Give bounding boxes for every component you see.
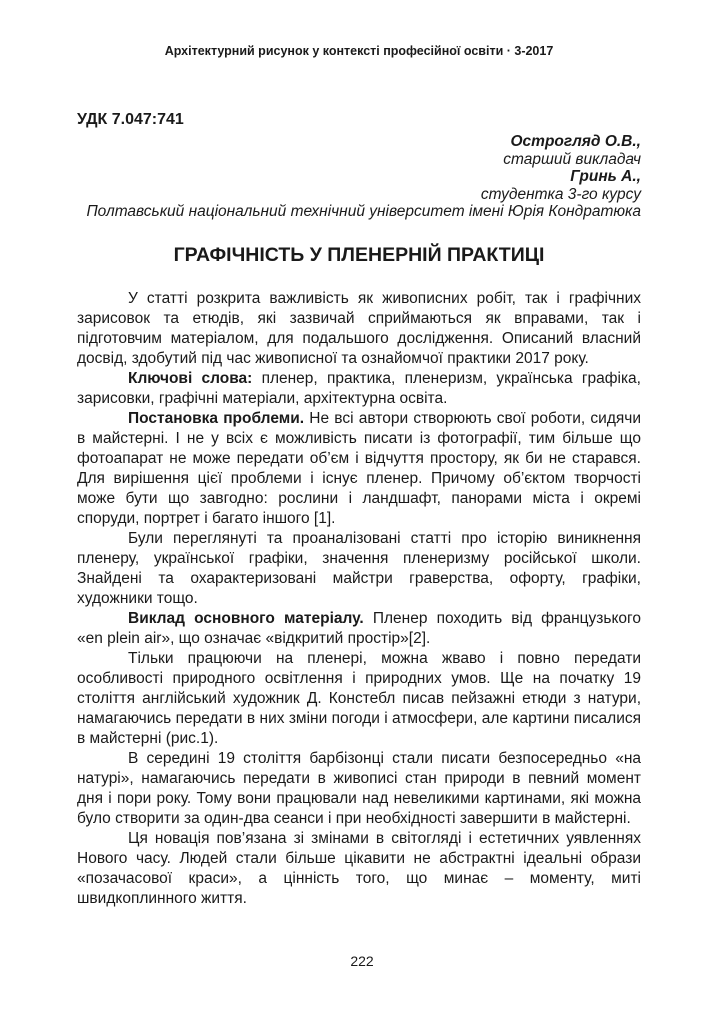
author-position: старший викладач (503, 150, 641, 168)
paragraph-lead: Ключові слова: (128, 369, 253, 387)
affiliation: Полтавський національний технічний університет імені Юрія Кондратюка (86, 203, 641, 220)
body-paragraph: Були переглянуті та проаналізовані статті про історію виникнення пленеру, української графіки, значення пленеризму російської школи. Знайдені та охарактеризовані майстри граверства, офорту, графіки, художники тощо. (77, 529, 641, 607)
paragraph-lead: Виклад основного матеріалу. (128, 609, 364, 627)
author-name: Острогляд О.В., (510, 133, 641, 150)
journal-header: Архітектурний рисунок у контексті професійної освіти · 3-2017 (164, 44, 554, 58)
paragraph-lead: Постановка проблеми. (128, 409, 305, 427)
udc-label: УДК 7.047:741 (77, 111, 184, 128)
article-body (77, 289, 641, 909)
body-paragraph: Тільки працюючи на пленері, можна жваво і повно передати особливості природного освітлення і природних умов. Ще на початку 19 століття англійський художник Д. Констебл писав пейзажні етюди з натури, намагаючись передати в них зміни погоди і атмосфери, але картини писалися в майстерні (рис.1). (77, 649, 641, 747)
body-paragraph: Ключові слова: пленер, практика, пленеризм, українська графіка, зарисовки, графічні матеріали, архітектурна освіта. (77, 369, 641, 407)
page-number: 222 (350, 953, 374, 969)
body-paragraph: Постановка проблеми. Не всі автори створюють свої роботи, сидячи в майстерні. І не у всіх є можливість писати із фотографії, тим більше що фотоапарат не може передати об’єм і відчуття простору, як би не старався. Для вирішення цієї проблеми і існує пленер. Причому об’єктом творчості може бути що завгодно: рослини і ландшафт, панорами міста і окремі споруди, портрет і багато іншого [1]. (77, 409, 641, 527)
body-paragraph: В середині 19 століття барбізонці стали писати безпосередньо «на натурі», намагаючись передати в живописі стан природи в певний момент дня і пори року. Тому вони працювали над невеликими картинами, які можна було створити за один-два сеанси і при необхідності завершити в майстерні. (77, 749, 641, 827)
body-paragraph: Виклад основного матеріалу. Пленер походить від французького «en plein air», що означає «відкритий простір»[2]. (77, 609, 641, 647)
author-name: Гринь А., (570, 168, 641, 185)
author-block (77, 133, 641, 221)
article-title: ГРАФІЧНІСТЬ У ПЛЕНЕРНІЙ ПРАКТИЦІ (173, 243, 545, 266)
body-paragraph: Ця новація пов’язана зі змінами в світогляді і естетичних уявленнях Нового часу. Людей стали більше цікавити не абстрактні ідеальні образи «позачасової краси», а цінність того, що минає – моменту, миті швидкоплинного життя. (77, 829, 641, 907)
body-paragraph: У статті розкрита важливість як живописних робіт, так і графічних зарисовок та етюдів, які зазвичай сприймаються як вправами, так і підготовчим матеріалом, для подальшого дослідження. Описаний власний досвід, здобутий під час живописної та ознайомчої практики 2017 року. (77, 289, 641, 367)
author-position: студентка 3-го курсу (480, 185, 641, 203)
